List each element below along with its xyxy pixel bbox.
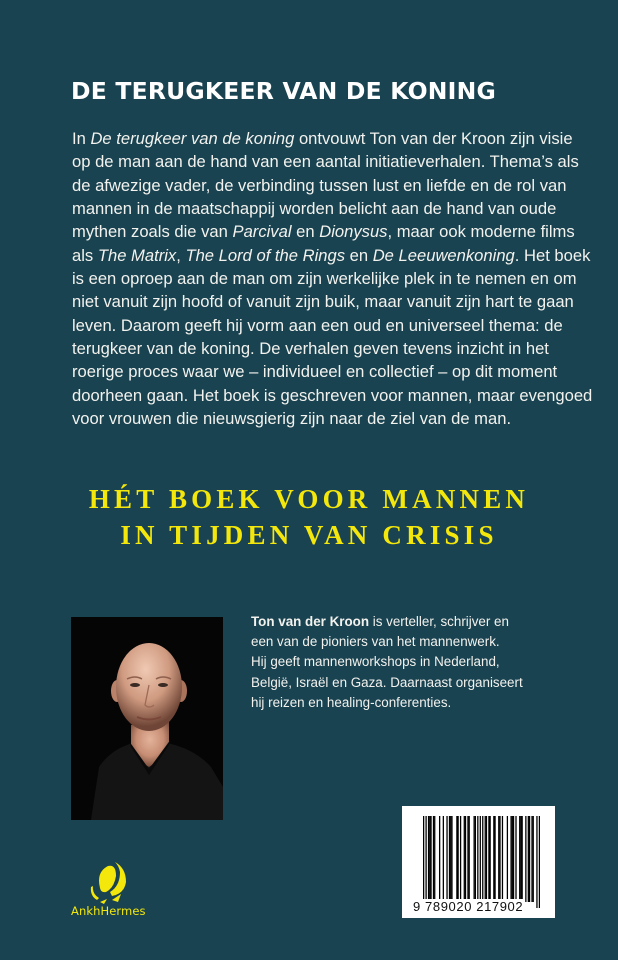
book-title: DE TERUGKEER VAN DE KONING (71, 77, 496, 105)
blurb-line (72, 174, 592, 197)
blurb-text-segment: leven. Daarom geeft hij vorm aan een oud en universeel thema: de (72, 315, 563, 335)
italic-title: The Matrix (97, 245, 177, 265)
blurb-text-segment: en (345, 245, 373, 265)
blurb-text-segment: doorheen gaan. Het boek is geschreven voor mannen, maar evengoed (72, 385, 593, 405)
blurb-line (72, 220, 592, 243)
blurb-text-segment: op de man aan de hand van een aantal initiatieverhalen. Thema’s als (72, 152, 579, 172)
blurb-text-segment: mythen zoals die van (72, 222, 233, 242)
blurb-line (72, 407, 592, 430)
blurb-text-segment: de afwezige vader, de verbinding tussen lust en liefde en de rol van (72, 175, 567, 195)
blurb-line (72, 244, 592, 267)
blurb-text-segment: niet vanuit zijn hoofd of vanuit zijn buik, maar vanuit zijn hart te gaan (72, 292, 574, 312)
author-bio (251, 612, 571, 713)
blurb-line (72, 337, 592, 360)
blurb-text-segment: is een oproep aan de man om zijn werkelijke plek in te nemen en om (72, 269, 577, 289)
isbn-barcode (402, 806, 555, 918)
blurb-line (72, 267, 592, 290)
barcode-icon (423, 816, 540, 908)
blurb-line (72, 127, 592, 150)
bio-line-4: België, Israël en Gaza. Daarnaast organiseert (251, 674, 523, 690)
blurb-text-segment: ontvouwt Ton van der Kroon zijn visie (294, 129, 573, 148)
blurb-text-segment: , (176, 245, 186, 265)
blurb-line (72, 384, 592, 407)
author-photo (71, 617, 223, 820)
tagline-line-1: HÉT BOEK VOOR MANNEN (88, 484, 530, 514)
blurb-text-segment: , maar ook moderne films (387, 222, 575, 242)
blurb-text-segment: als (72, 245, 98, 265)
publisher-name: AnkhHermes (71, 904, 146, 918)
italic-title: The Lord of the Rings (185, 245, 346, 265)
barcode-digits: 9 789020 217902 (413, 899, 524, 914)
italic-title: Parcival (232, 222, 292, 242)
blurb-text-segment: mannen in de maatschappij worden belicht aan de hand van oude (72, 199, 557, 219)
blurb-text-segment: roerige proces waar we – individueel en collectief – op dit moment (72, 362, 558, 382)
bio-line-5: hij reizen en healing-conferenties. (251, 694, 452, 710)
bio-line-1: Ton van der Kroon is verteller, schrijver en (251, 614, 509, 629)
author-name: Ton van der Kroon (251, 614, 370, 629)
blurb-line (72, 150, 592, 173)
blurb-line (72, 360, 592, 383)
italic-title: De Leeuwenkoning (372, 245, 515, 265)
blurb-text-segment: voor vrouwen die nieuwsgierig zijn naar de ziel van de man. (72, 409, 512, 429)
italic-title: Dionysus (319, 222, 388, 242)
author-portrait-icon (71, 617, 223, 820)
blurb-text-segment: terugkeer van de koning. De verhalen geven tevens inzicht in het (72, 339, 549, 359)
blurb-line (72, 290, 592, 313)
tagline-line-2: IN TIJDEN VAN CRISIS (120, 520, 498, 550)
blurb-line (72, 197, 592, 220)
blurb-text-segment: . Het boek (514, 245, 591, 265)
blurb-text-segment: en (291, 222, 320, 242)
bio-line-3: Hij geeft mannenworkshops in Nederland, (251, 654, 500, 670)
blurb-text (72, 127, 592, 430)
blurb-text-segment: In (72, 129, 91, 148)
blurb-line (72, 314, 592, 337)
italic-title: De terugkeer van de koning (90, 129, 295, 148)
bio-line-2: een van de pioniers van het mannenwerk. (251, 634, 500, 650)
